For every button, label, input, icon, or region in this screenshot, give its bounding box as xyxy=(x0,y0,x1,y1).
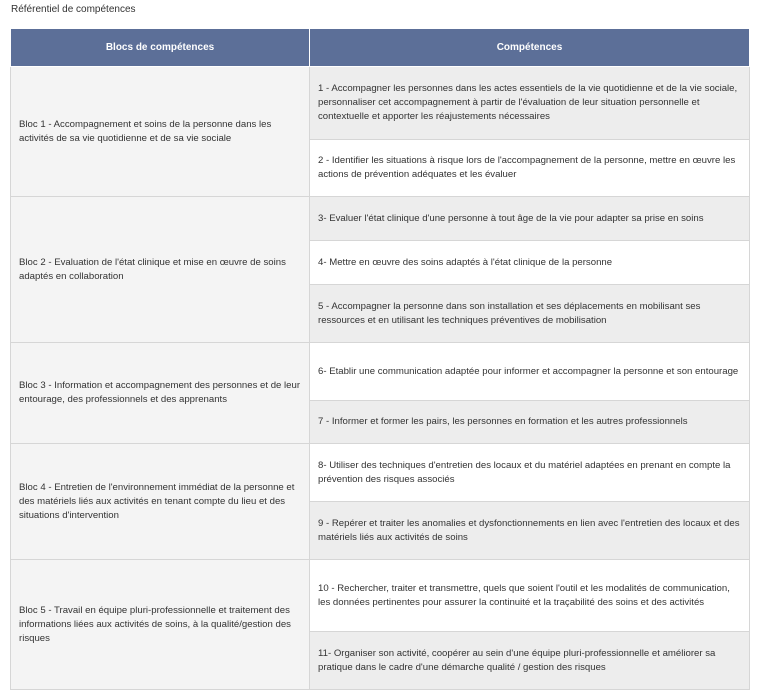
table-row xyxy=(11,197,750,241)
table-row xyxy=(11,560,750,632)
bloc-cell: Bloc 2 - Evaluation de l'état clinique et mise en œuvre de soins adaptés en collaboration xyxy=(11,197,310,343)
table-row xyxy=(11,444,750,502)
bloc-cell: Bloc 3 - Information et accompagnement des personnes et de leur entourage, des professionnels et des apprenants xyxy=(11,343,310,444)
competences-table xyxy=(10,28,750,690)
bloc-cell: Bloc 1 - Accompagnement et soins de la personne dans les activités de sa vie quotidienne et de sa vie sociale xyxy=(11,67,310,197)
competence-cell: 1 - Accompagner les personnes dans les actes essentiels de la vie quotidienne et de la vie sociale, personnaliser cet accompagnement à partir de l'évaluation de leur situation personnelle et contextuelle et apporter les réajustements nécessaires xyxy=(310,67,750,140)
competence-cell: 9 - Repérer et traiter les anomalies et dysfonctionnements en lien avec l'entretien des locaux et des matériels liés aux activités de soins xyxy=(310,502,750,560)
competence-cell: 7 - Informer et former les pairs, les personnes en formation et les autres professionnels xyxy=(310,401,750,444)
table-caption: Référentiel de compétences xyxy=(11,4,136,15)
bloc-cell: Bloc 4 - Entretien de l'environnement immédiat de la personne et des matériels liés aux activités en tenant compte du lieu et des situations d'intervention xyxy=(11,444,310,560)
table-row xyxy=(11,343,750,401)
competence-cell: 4- Mettre en œuvre des soins adaptés à l'état clinique de la personne xyxy=(310,241,750,285)
header-competences: Compétences xyxy=(310,29,750,67)
competence-cell: 11- Organiser son activité, coopérer au sein d'une équipe pluri-professionnelle et améliorer sa pratique dans le cadre d'une démarche qualité / gestion des risques xyxy=(310,632,750,690)
table-row xyxy=(11,67,750,140)
table-header-row xyxy=(11,29,750,67)
header-blocs: Blocs de compétences xyxy=(11,29,310,67)
bloc-cell: Bloc 5 - Travail en équipe pluri-professionnelle et traitement des informations liées aux activités de soins, à la qualité/gestion des risques xyxy=(11,560,310,690)
competence-cell: 2 - Identifier les situations à risque lors de l'accompagnement de la personne, mettre en œuvre les actions de prévention adéquates et les évaluer xyxy=(310,140,750,197)
competence-cell: 5 - Accompagner la personne dans son installation et ses déplacements en mobilisant ses ressources et en utilisant les techniques préventives de mobilisation xyxy=(310,285,750,343)
competence-cell: 10 - Rechercher, traiter et transmettre, quels que soient l'outil et les modalités de communication, les données pertinentes pour assurer la continuité et la traçabilité des soins et des activités xyxy=(310,560,750,632)
competence-cell: 6- Etablir une communication adaptée pour informer et accompagner la personne et son entourage xyxy=(310,343,750,401)
competence-cell: 3- Evaluer l'état clinique d'une personne à tout âge de la vie pour adapter sa prise en soins xyxy=(310,197,750,241)
competence-cell: 8- Utiliser des techniques d'entretien des locaux et du matériel adaptées en prenant en compte la prévention des risques associés xyxy=(310,444,750,502)
